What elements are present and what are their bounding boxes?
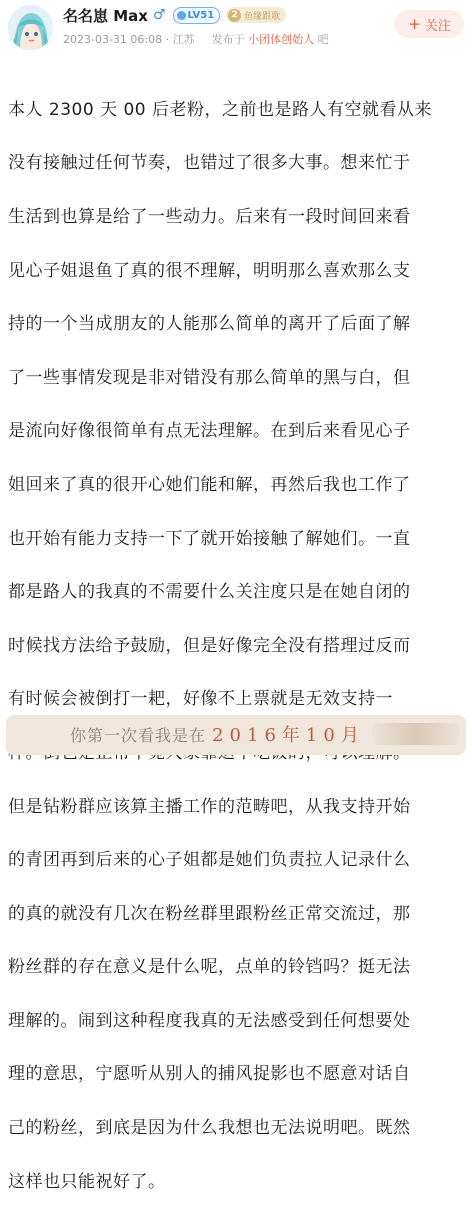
post-line: 有时候会被倒打一耙，好像不上票就是无效支持一: [8, 689, 393, 710]
post-line: 理的意思，宁愿听从别人的捕风捉影也不愿意对话自: [8, 1064, 411, 1085]
avatar-illustration: [8, 5, 53, 50]
post-line: 持的一个当成朋友的人能那么简单的离开了后面了解: [8, 314, 411, 335]
image-handwritten-text: 2016年10月: [212, 725, 365, 746]
post-line: 的青团再到后来的心子姐都是她们负责拉人记录什么: [8, 850, 411, 871]
post-line: 生活到也算是给了一些动力。后来有一段时间回来看: [8, 206, 411, 227]
post-body: [8, 70, 463, 1222]
post-line: 没有接触过任何节奏，也错过了很多大事。想来忙于: [8, 153, 411, 174]
user-avatar[interactable]: [8, 5, 53, 50]
group-suffix: 吧: [317, 33, 329, 46]
follow-button[interactable]: [395, 10, 464, 38]
post-line: 粉丝群的存在意义是什么呢，点单的铃铛吗？挺无法: [8, 957, 411, 978]
attached-image-text: [70, 721, 365, 747]
post-line: 都是路人的我真的不需要什么关注度只是在她自闭的: [8, 582, 411, 603]
post-location: 江苏: [172, 33, 195, 46]
post-line: 的真的就没有几次在粉丝群里跟粉丝正常交流过，那: [8, 903, 411, 924]
blurred-region: [372, 723, 460, 745]
post-header: [0, 0, 472, 56]
meta-separator: ·: [165, 33, 173, 46]
post-line: 姐回来了真的很开心她们能和解，再然后我也工作了: [8, 474, 411, 495]
attached-image[interactable]: [6, 715, 466, 746]
post-date: 2023-03-31 06:08: [63, 33, 163, 46]
group-link[interactable]: 小团体创始人: [248, 33, 315, 46]
username[interactable]: 名名崽 Max: [63, 6, 148, 25]
post-line: 本人 2300 天 00 后老粉，之前也是路人有空就看从来: [8, 99, 433, 120]
level-badge: [173, 7, 221, 24]
plus-icon: +: [408, 15, 421, 33]
post-line: 是流向好像很简单有点无法理解。在到后来看见心子: [8, 421, 411, 442]
post-line: 己的粉丝，到底是因为什么我想也无法说明吧。既然: [8, 1118, 411, 1139]
post-line: 理解的。闹到这种程度我真的无法感受到任何想要处: [8, 1010, 411, 1031]
fan-badge-label: 鱼缘跟歌: [244, 11, 281, 22]
fan-badge: [226, 7, 286, 23]
posted-in-label: 发布于: [211, 33, 245, 46]
post-line: 了一些事情发现是非对错没有那么简单的黑与白，但: [8, 367, 411, 388]
level-badge-label: LV51: [187, 9, 215, 21]
post-line: 也开始有能力支持一下了就开始接触了解她们。一直: [8, 528, 411, 549]
fan-badge-level: 2: [228, 9, 241, 22]
post-meta: [63, 31, 329, 47]
image-printed-text: 你第一次看我是在: [70, 726, 207, 745]
post-line: 时候找方法给予鼓励，但是好像完全没有搭理过反而: [8, 635, 411, 656]
post-line: 见心子姐退鱼了真的很不理解，明明那么喜欢那么支: [8, 260, 411, 281]
post-line: 这样也只能祝好了。: [8, 1171, 166, 1192]
level-icon: [177, 11, 186, 20]
name-row: [63, 4, 286, 26]
male-icon: ♂: [152, 7, 166, 23]
follow-label: 关注: [424, 18, 451, 34]
post-line: 但是钻粉群应该算主播工作的范畴吧，从我支持开始: [8, 796, 411, 817]
attached-image-card: [6, 715, 466, 755]
